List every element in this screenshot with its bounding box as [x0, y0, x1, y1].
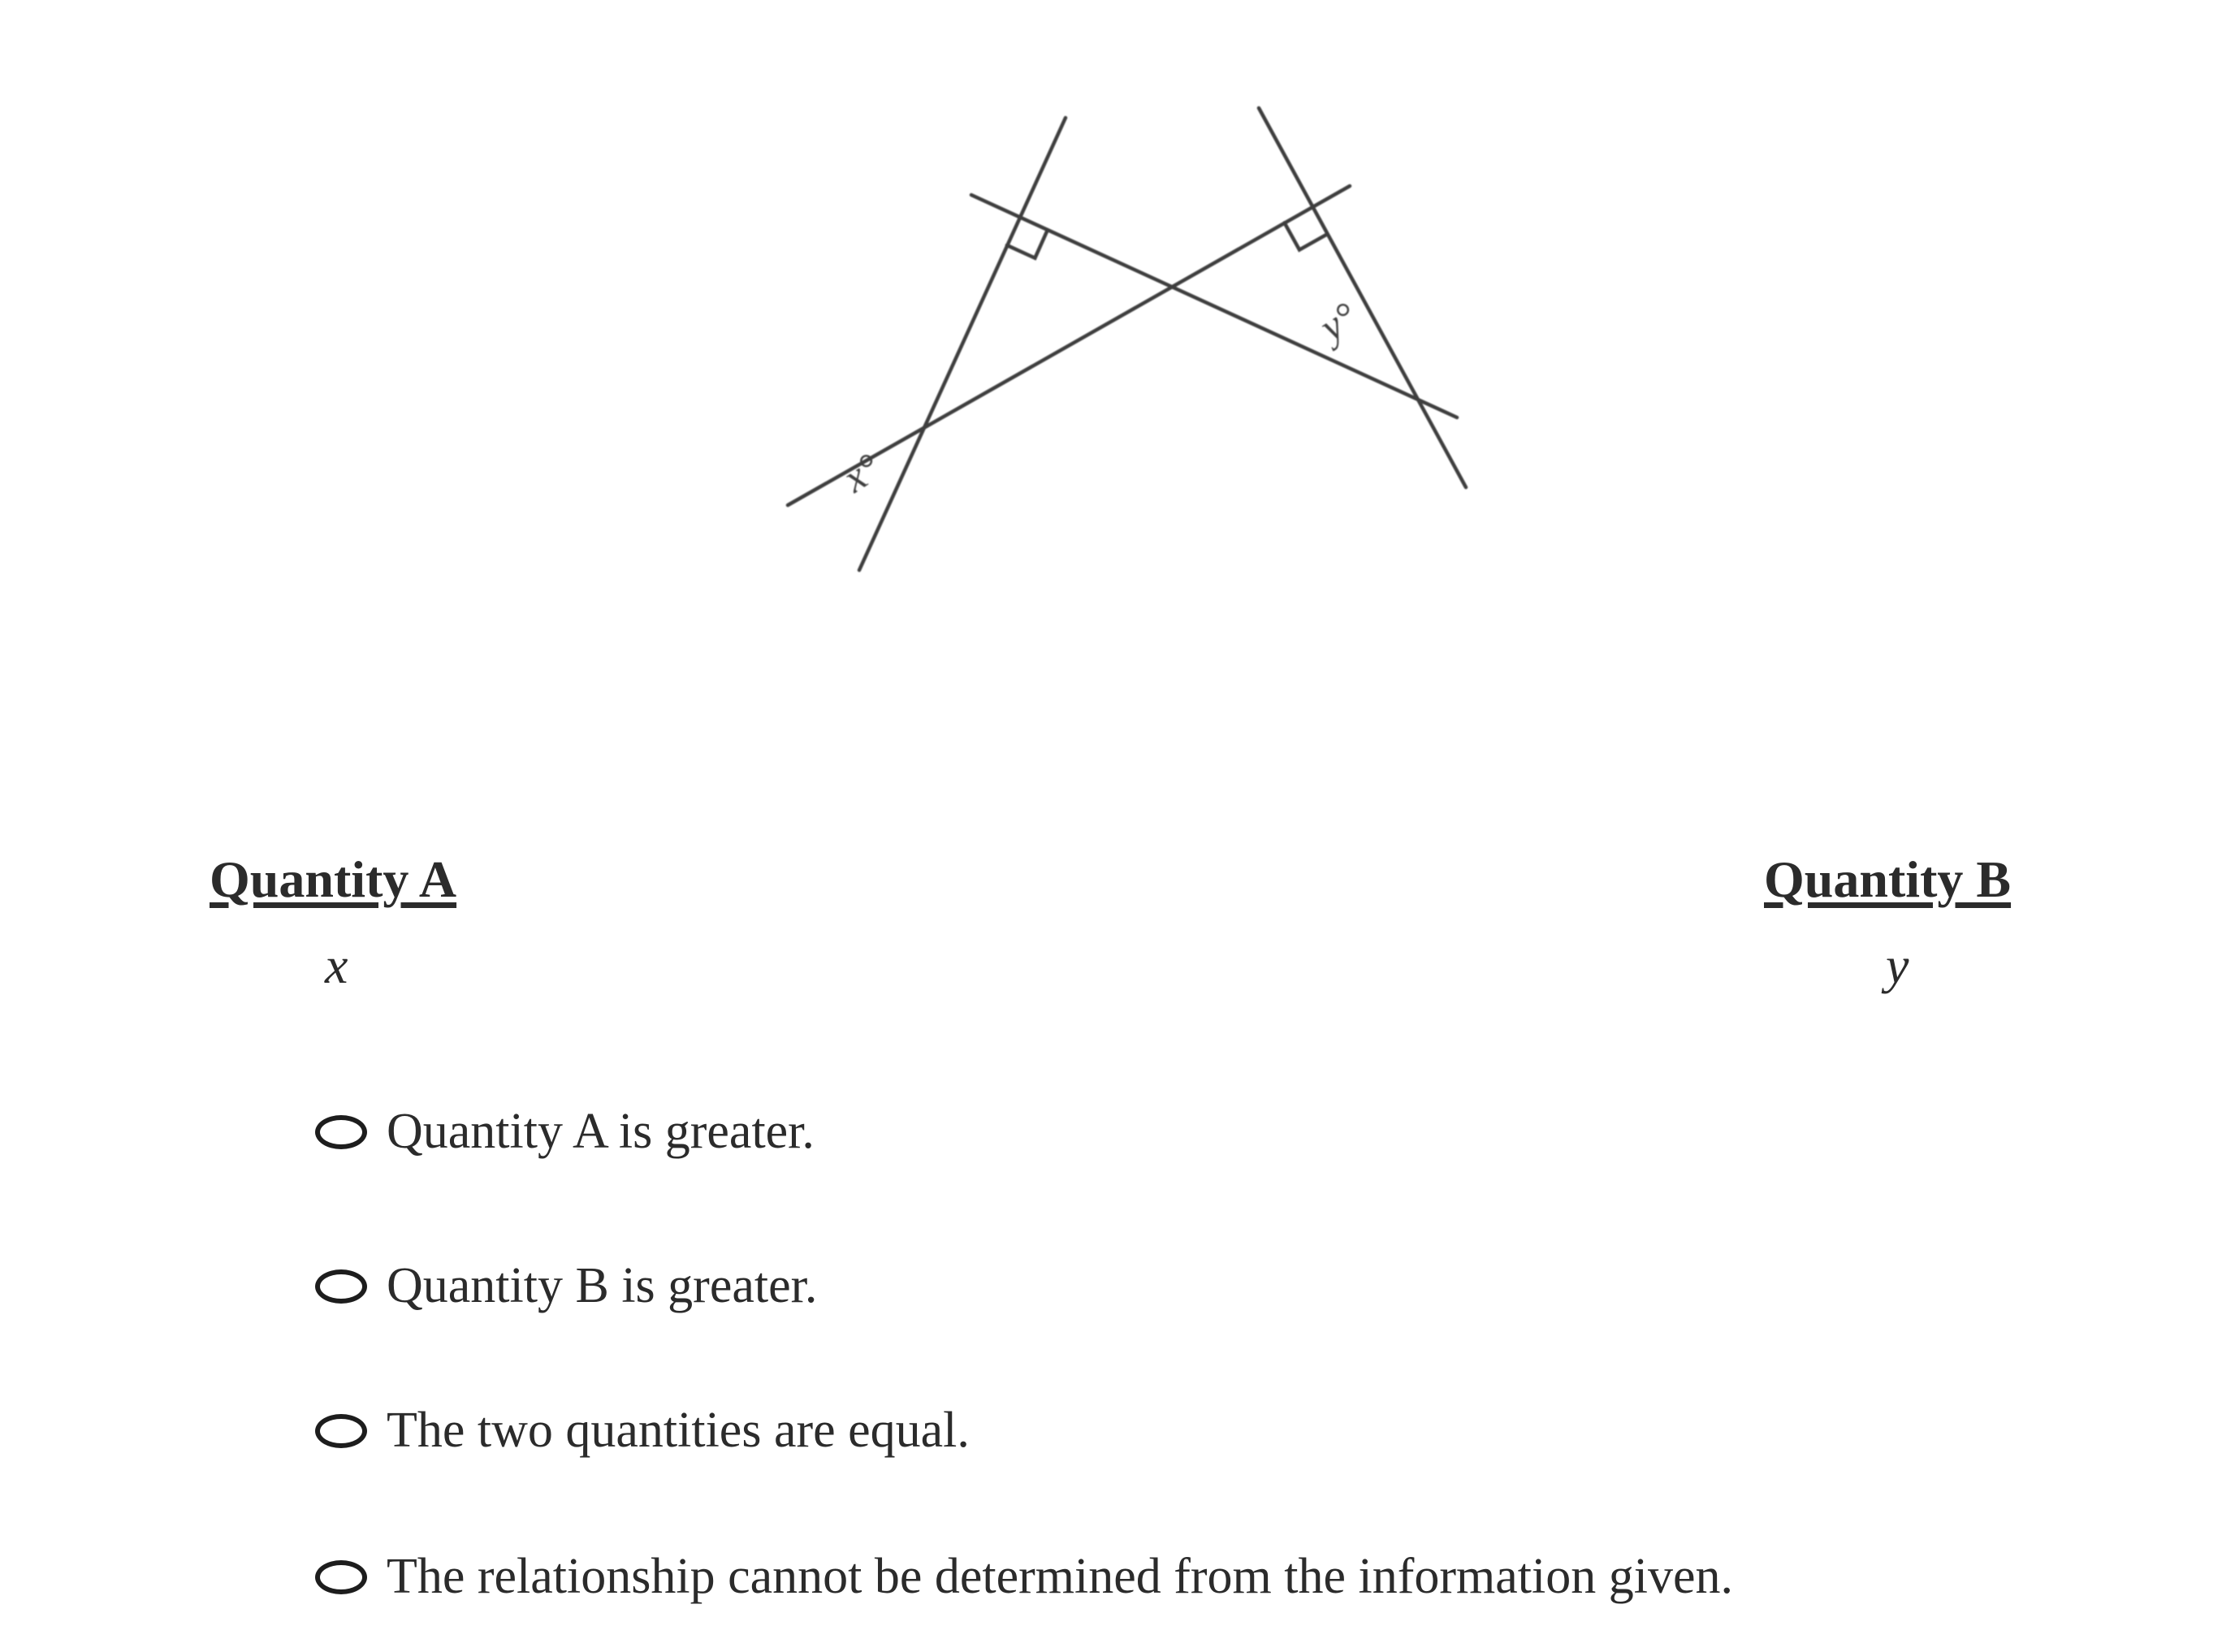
- quantity-b-value: y: [1886, 936, 1909, 994]
- option-label: The relationship cannot be determined from the information given.: [387, 1549, 1733, 1604]
- right-angle-icon: [1285, 223, 1327, 249]
- radio-oval-icon[interactable]: [315, 1414, 367, 1448]
- radio-oval-icon[interactable]: [315, 1115, 367, 1149]
- answer-option-c[interactable]: [315, 1402, 970, 1460]
- radio-oval-icon[interactable]: [315, 1269, 367, 1304]
- right-steep-line: [1259, 108, 1466, 487]
- quantity-a-value: x: [325, 936, 348, 994]
- geometry-figure: [731, 65, 1543, 593]
- radio-oval-icon[interactable]: [315, 1560, 367, 1594]
- angle-label-y: y°: [1311, 292, 1365, 350]
- answer-option-a[interactable]: [315, 1103, 815, 1161]
- left-steep-line: [859, 118, 1066, 570]
- answer-option-d[interactable]: [315, 1548, 1733, 1606]
- geometry-figure-svg: [731, 65, 1543, 593]
- option-label: Quantity B is greater.: [387, 1258, 818, 1313]
- option-label: The two quantities are equal.: [387, 1403, 970, 1458]
- transversal-up-right: [788, 186, 1350, 505]
- transversal-down-right: [971, 195, 1457, 417]
- quantity-b-header: Quantity B: [1764, 850, 2012, 908]
- quantity-a-header: Quantity A: [210, 850, 457, 908]
- option-label: Quantity A is greater.: [387, 1104, 815, 1159]
- answer-option-b[interactable]: [315, 1257, 817, 1315]
- angle-label-x: x°: [834, 443, 888, 501]
